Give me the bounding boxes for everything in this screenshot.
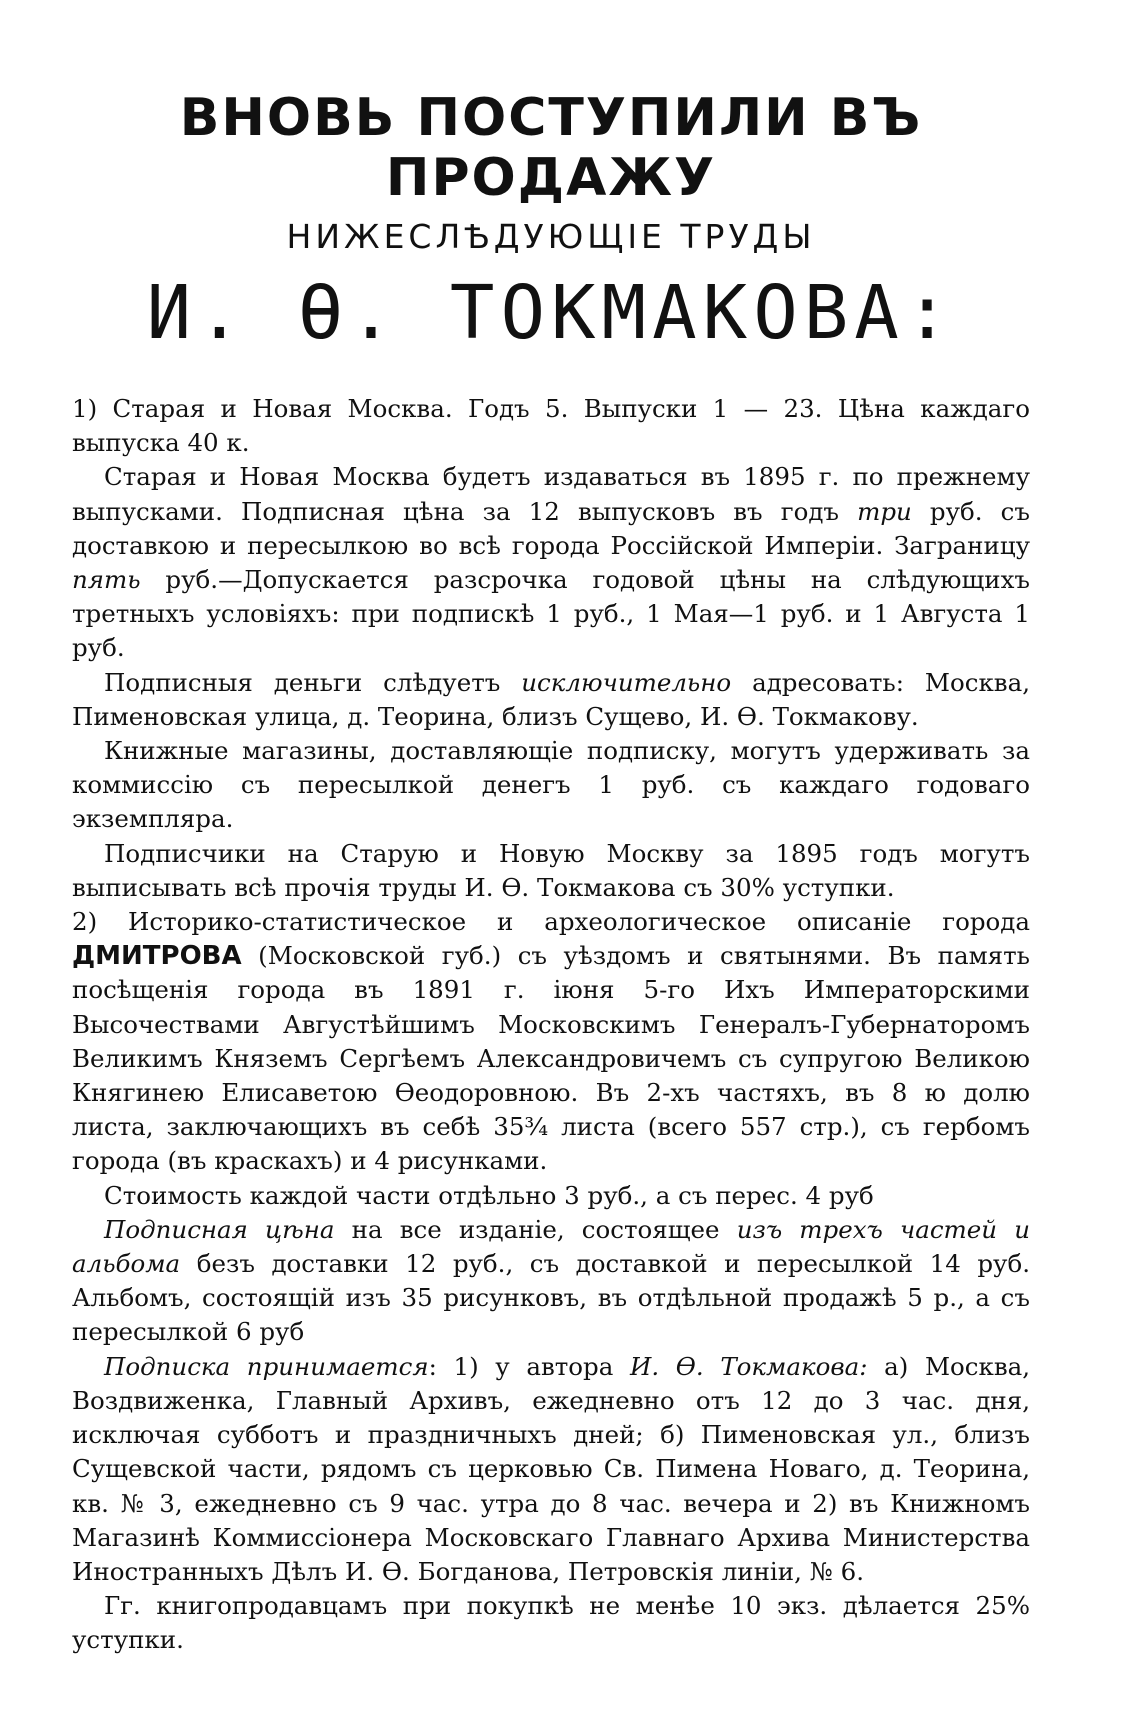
item1-bookshops: Книжные магазины, доставляющіе подписку, могутъ удерживать за коммиссію съ пересылкой денегъ 1 руб. съ каждаго годоваго экземпляра. [72,736,1030,834]
item2-description: 2) Историко-статистическое и археологическое описаніе города ДМИТРОВА (Московской губ.) съ уѣздомъ и святынями. Въ память посѣщенія города въ 1891 г. іюня 5-го Ихъ Императорскими Высочествами Августѣйшимъ Московскимъ Генералъ-Губернаторомъ Великимъ Княземъ Сергѣемъ Александровичемъ съ супругою Великою Княгинею Елисаветою Ѳеодоровною. Въ 2-хъ частяхъ, въ 8 ю долю листа, заключающихъ въ себѣ 35¾ листа (всего 557 стр.), съ гербомъ города (въ краскахъ) и 4 рисунками. [72,907,1030,1176]
closing-note: Гг. книгопродавцамъ при покупкѣ не менѣе 10 экз. дѣлается 25% уступки. [72,1591,1030,1655]
item1-lead: 1) Старая и Новая Москва. Годъ 5. Выпуски 1 — 23. Цѣна каждаго выпуска 40 к. [72,394,1030,458]
item2-part-price: Стоимость каждой части отдѣльно 3 руб., а съ перес. 4 руб [104,1180,874,1210]
item2-full-price: Подписная цѣна на все изданіе, состоящее изъ трехъ частей и альбома безъ доставки 12 руб., съ доставкой и пересылкой 14 руб. Альбомъ, состоящій изъ 35 рисунковъ, въ отдѣльной продажѣ 5 р., а съ пересылкой 6 руб [72,1214,1030,1347]
author-name: И. Ѳ. ТОКМАКОВА: [146,270,956,356]
headline: ВНОВЬ ПОСТУПИЛИ ВЪ ПРОДАЖУ [179,88,923,208]
item1-subscription-price: Старая и Новая Москва будетъ издаваться въ 1895 г. по прежнему выпусками. Подписная цѣна за 12 выпусковъ въ годъ три руб. съ доставкою и пересылкою во всѣ города Россійской Имперіи. Заграницу пять руб.—Допускается разсрочка годовой цѣны на слѣдующихъ третныхъ условіяхъ: при подпискѣ 1 руб., 1 Мая—1 руб. и 1 Августа 1 руб. [72,462,1030,663]
subscription-places: Подписка принимается: 1) у автора И. Ѳ. Токмакова: а) Москва, Воздвиженка, Главный Архивъ, ежедневно отъ 12 до 3 час. дня, исключая субботъ и праздничныхъ дней; б) Пименовская ул., близъ Сущевской части, рядомъ съ церковью Св. Пимена Новаго, д. Теорина, кв. № 3, ежедневно съ 9 час. утра до 8 час. вечера и 2) въ Книжномъ Магазинѣ Коммиссіонера Московскаго Главнаго Архива Министерства Иностранныхъ Дѣлъ И. Ѳ. Богданова, Петровскія линіи, № 6. [72,1351,1031,1586]
item1-discount: Подписчики на Старую и Новую Москву за 1895 годъ могутъ выписывать всѣ прочія труды И. Ѳ. Токмакова съ 30% уступки. [72,838,1030,902]
item1-payment-address: Подписныя деньги слѣдуетъ исключительно адресовать: Москва, Пименовская улица, д. Теорина, близъ Сущево, И. Ѳ. Токмакову. [72,667,1030,731]
subheadline: НИЖЕСЛѢДУЮЩІЕ ТРУДЫ [286,217,816,256]
advertisement-body [72,392,1030,1658]
